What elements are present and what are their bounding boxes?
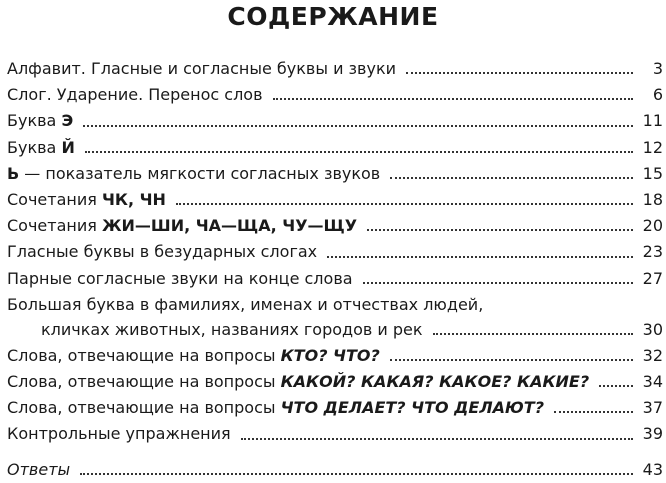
toc-page-number: 39 bbox=[642, 424, 663, 444]
toc-entry-title-emphasis: Э bbox=[61, 111, 74, 131]
dot-leader bbox=[327, 255, 633, 258]
toc-entry-title bbox=[7, 343, 380, 369]
page-title: СОДЕРЖАНИЕ bbox=[227, 2, 439, 31]
toc-entry-title-text: Слова, отвечающие на вопросы bbox=[7, 345, 281, 365]
toc-entry[interactable] bbox=[7, 161, 663, 187]
dot-leader bbox=[390, 176, 633, 179]
toc-entry[interactable] bbox=[7, 266, 663, 292]
toc-entry-title bbox=[7, 213, 357, 239]
dot-leader bbox=[367, 228, 633, 231]
toc-entry-title bbox=[7, 108, 73, 134]
table-of-contents bbox=[7, 56, 663, 483]
toc-entry-title-emphasis: Ь bbox=[7, 163, 20, 183]
toc-entry[interactable] bbox=[7, 213, 663, 239]
toc-entry-title bbox=[7, 457, 70, 483]
dot-leader bbox=[85, 150, 633, 153]
toc-entry-title bbox=[7, 187, 166, 213]
toc-entry[interactable] bbox=[7, 421, 663, 447]
toc-page-number: 11 bbox=[642, 111, 663, 131]
toc-page-number: 12 bbox=[642, 137, 663, 157]
toc-entry-title-text: Слова, отвечающие на вопросы bbox=[7, 372, 281, 392]
toc-entry-title bbox=[7, 292, 483, 318]
toc-entry-title-text: Сочетания bbox=[7, 216, 102, 236]
toc-entry[interactable] bbox=[7, 395, 663, 421]
toc-page-number: 32 bbox=[642, 345, 663, 365]
dot-leader bbox=[80, 472, 633, 475]
dot-leader bbox=[599, 384, 633, 387]
dot-leader bbox=[390, 358, 633, 361]
toc-entry-title-text: Парные согласные звуки на конце слова bbox=[7, 268, 353, 288]
toc-page-number: 27 bbox=[642, 268, 663, 288]
toc-entry-title bbox=[7, 369, 589, 395]
toc-entry[interactable] bbox=[7, 108, 663, 134]
toc-entry-title bbox=[7, 239, 317, 265]
dot-leader bbox=[554, 410, 633, 413]
toc-entry-title-continuation: кличках животных, названиях городов и рек bbox=[41, 319, 423, 339]
dot-leader bbox=[273, 97, 633, 100]
toc-entry-title bbox=[7, 161, 380, 187]
toc-entry[interactable] bbox=[7, 292, 663, 317]
dot-leader bbox=[433, 332, 633, 335]
dot-leader bbox=[406, 71, 633, 74]
toc-entry[interactable] bbox=[7, 239, 663, 265]
toc-entry-continuation[interactable] bbox=[7, 317, 663, 343]
toc-entry-title-text: Слог. Ударение. Перенос слов bbox=[7, 85, 263, 105]
toc-entry-title bbox=[7, 421, 231, 447]
toc-page-number: 6 bbox=[652, 85, 663, 105]
toc-page-number: 30 bbox=[642, 319, 663, 339]
toc-page-number: 37 bbox=[642, 398, 663, 418]
toc-page-number: 34 bbox=[642, 372, 663, 392]
toc-entry-title-text: Слова, отвечающие на вопросы bbox=[7, 398, 281, 418]
toc-entry[interactable] bbox=[7, 56, 663, 82]
toc-entry[interactable] bbox=[7, 457, 663, 483]
toc-page-number: 18 bbox=[642, 189, 663, 209]
toc-entry-title-text: — показатель мягкости согласных звуков bbox=[19, 163, 381, 183]
toc-entry-title-emphasis: КТО? ЧТО? bbox=[280, 345, 380, 365]
toc-entry-title-emphasis: Й bbox=[61, 137, 75, 157]
toc-entry-title-emphasis: ЧТО ДЕЛАЕТ? ЧТО ДЕЛАЮТ? bbox=[280, 398, 544, 418]
toc-page-number: 43 bbox=[642, 459, 663, 479]
toc-entry-title bbox=[7, 395, 544, 421]
toc-entry-title bbox=[7, 82, 263, 108]
toc-entry[interactable] bbox=[7, 343, 663, 369]
toc-entry-title-text: Буква bbox=[7, 137, 62, 157]
toc-entry[interactable] bbox=[7, 369, 663, 395]
toc-entry[interactable] bbox=[7, 135, 663, 161]
toc-entry-title-emphasis: КАКОЙ? КАКАЯ? КАКОЕ? КАКИЕ? bbox=[280, 372, 590, 392]
dot-leader bbox=[241, 437, 633, 440]
toc-entry-title bbox=[7, 56, 396, 82]
toc-entry-title bbox=[7, 135, 75, 161]
toc-entry-title-text: Сочетания bbox=[7, 189, 102, 209]
dot-leader bbox=[176, 202, 633, 205]
toc-page-number: 15 bbox=[642, 163, 663, 183]
toc-entry-title-text: Алфавит. Гласные и согласные буквы и звуки bbox=[7, 59, 397, 78]
toc-entry-title-text: Ответы bbox=[7, 459, 71, 479]
toc-entry-title-emphasis: ЧК, ЧН bbox=[101, 189, 166, 209]
toc-page-number: 23 bbox=[642, 242, 663, 262]
toc-entry[interactable] bbox=[7, 187, 663, 213]
toc-page-number: 20 bbox=[642, 216, 663, 236]
toc-entry-title-text: Буква bbox=[7, 111, 62, 131]
toc-entry-title-text: Контрольные упражнения bbox=[7, 424, 231, 444]
toc-entry-title-text: Гласные буквы в безударных слогах bbox=[7, 242, 318, 262]
toc-entry-title bbox=[7, 266, 353, 292]
toc-entry[interactable] bbox=[7, 82, 663, 108]
toc-entry-title-emphasis: ЖИ—ШИ, ЧА—ЩА, ЧУ—ЩУ bbox=[101, 216, 358, 236]
toc-page-number: 3 bbox=[652, 59, 663, 78]
toc-entry-title-text: Большая буква в фамилиях, именах и отчествах людей, bbox=[7, 294, 484, 314]
dot-leader bbox=[83, 124, 633, 127]
dot-leader bbox=[363, 281, 633, 284]
